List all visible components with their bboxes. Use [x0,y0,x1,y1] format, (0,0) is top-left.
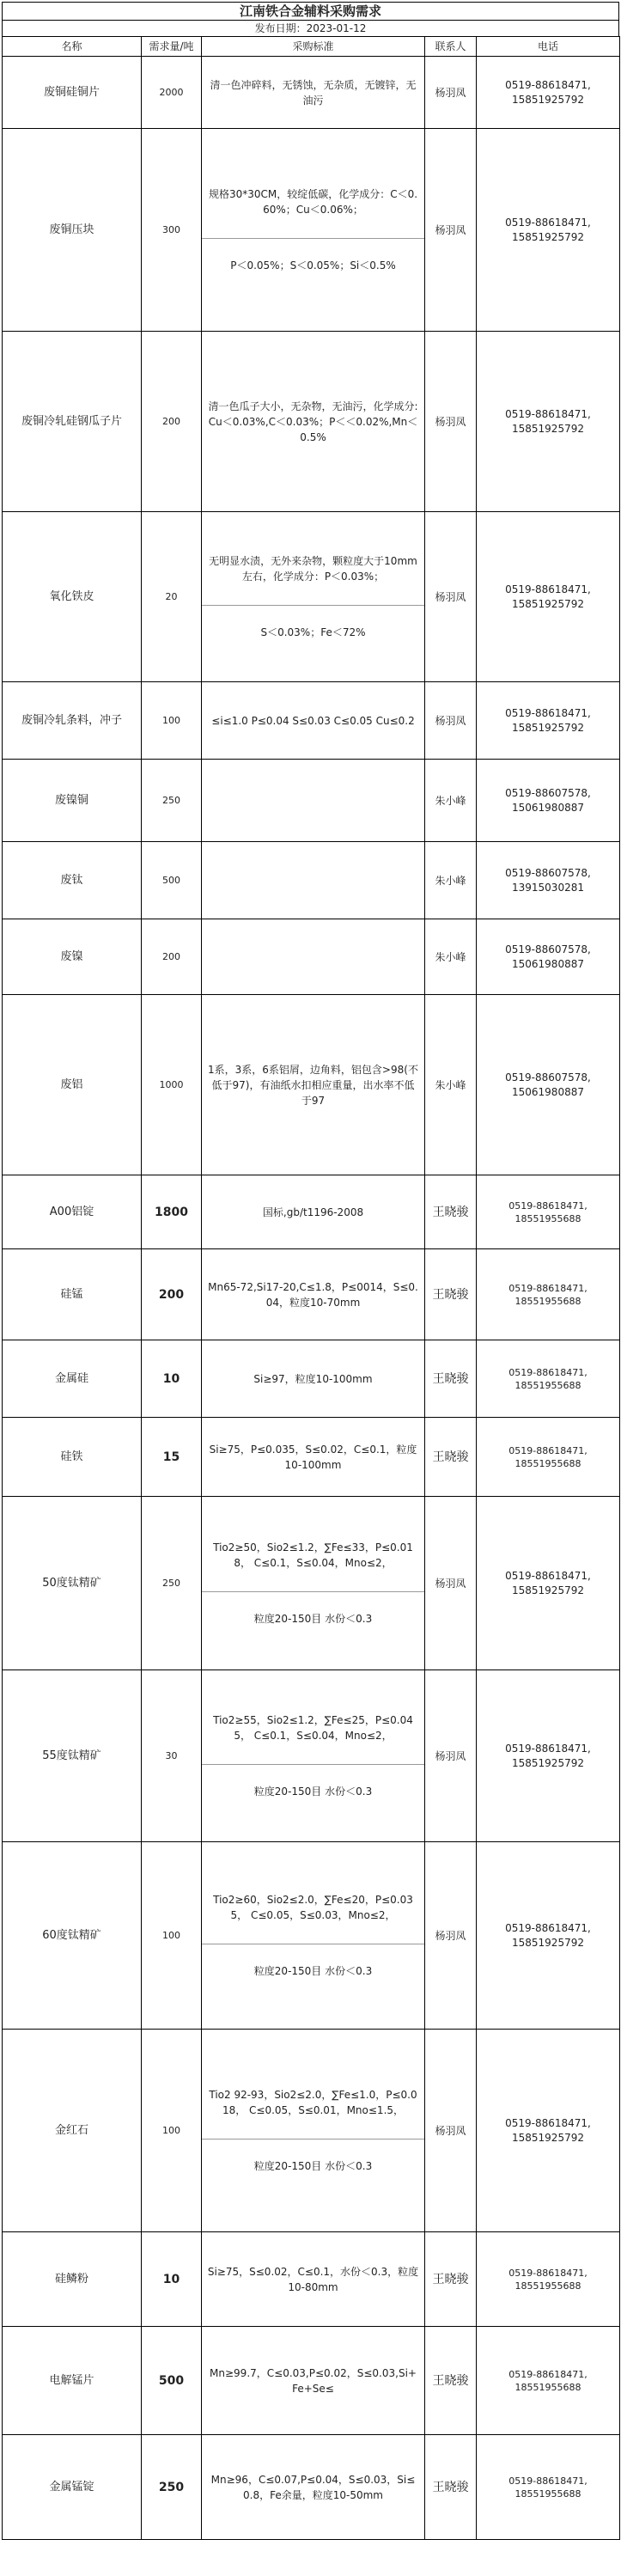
header-std: 采购标准 [202,37,425,57]
phone [477,332,620,512]
table-row [3,1497,620,1670]
standard-text: Si≥75，P≤0.035，S≤0.02，C≤0.1，粒度10-100mm [209,1443,417,1471]
material-name: 废钛 [3,842,142,919]
phone-line-1: 0519-88618471, [505,216,591,229]
contact-person: 杨羽凤 [425,1497,477,1670]
table-row [3,57,620,129]
phone-line-2: 18551955688 [514,2381,581,2393]
phone [477,760,620,842]
quantity: 200 [142,919,202,995]
contact-person: 朱小峰 [425,995,477,1175]
standard-text: Mn≥99.7，C≤0.03,P≤0.02，S≤0.03,Si+Fe+Se≤ [210,2366,417,2395]
quantity: 10 [142,1340,202,1418]
standard-subtext: S＜0.03%；Fe＜72% [202,605,424,640]
standard [202,2435,425,2540]
material-name: 硅鳞粉 [3,2232,142,2327]
quantity: 1800 [142,1175,202,1249]
phone-line-2: 15851925792 [512,93,584,106]
material-name: 废铜压块 [3,129,142,332]
phone-line-2: 15061980887 [512,1085,584,1098]
phone-line-1: 0519-88618471, [508,1366,588,1378]
phone-line-2: 15061980887 [512,957,584,970]
spreadsheet [2,2,619,2573]
standard [202,1497,425,1670]
standard-text: Tio2≥55，Sio2≤1.2，∑Fe≤25，P≤0.045， C≤0.1，S≤0.04，Mno≤2， [213,1714,413,1742]
quantity: 100 [142,682,202,760]
standard [202,1418,425,1497]
contact-person: 朱小峰 [425,760,477,842]
material-name: 废铜冷轧硅钢瓜子片 [3,332,142,512]
phone [477,1670,620,1842]
material-name: 硅锰 [3,1249,142,1340]
contact-person: 杨羽凤 [425,2030,477,2232]
phone [477,512,620,682]
table-row [3,760,620,842]
quantity: 200 [142,1249,202,1340]
standard [202,1842,425,2030]
phone-line-2: 18551955688 [514,1295,581,1307]
table-row [3,2327,620,2435]
material-name: 金属硅 [3,1340,142,1418]
table-row [3,842,620,919]
quantity: 10 [142,2232,202,2327]
contact-person: 杨羽凤 [425,129,477,332]
phone [477,2030,620,2232]
standard-text: Si≥75，S≤0.02，C≤0.1，水份＜0.3，粒度10-80mm [207,2265,419,2293]
phone-line-1: 0519-88618471, [505,407,591,420]
phone-line-2: 15061980887 [512,801,584,814]
phone-line-2: 18551955688 [514,2280,581,2292]
phone [477,57,620,129]
standard [202,1175,425,1249]
contact-person: 王晓骏 [425,1340,477,1418]
table-row [3,332,620,512]
standard-text: Si≥97，粒度10-100mm [253,1372,373,1385]
standard [202,1340,425,1418]
phone [477,1497,620,1670]
contact-person: 王晓骏 [425,2232,477,2327]
contact-person: 王晓骏 [425,1249,477,1340]
table-row [3,1175,620,1249]
material-name: 金属锰锭 [3,2435,142,2540]
material-name: 废铜硅铜片 [3,57,142,129]
table-row [3,1670,620,1842]
phone-line-2: 15851925792 [512,721,584,734]
standard-text: 清一色冲碎料，无锈蚀，无杂质，无镀锌，无油污 [210,78,417,107]
material-name: 废铜冷轧条料，冲子 [3,682,142,760]
phone-line-1: 0519-88618471, [505,583,591,595]
standard-text: 国标,gb/t1196-2008 [262,1206,364,1218]
quantity: 20 [142,512,202,682]
header-phone: 电话 [477,37,620,57]
material-name: 废镍 [3,919,142,995]
phone [477,919,620,995]
phone [477,2232,620,2327]
contact-person: 王晓骏 [425,2435,477,2540]
contact-person: 王晓骏 [425,1175,477,1249]
table-row [3,512,620,682]
contact-person: 杨羽凤 [425,332,477,512]
phone-line-2: 15851925792 [512,1584,584,1596]
contact-person: 王晓骏 [425,2327,477,2435]
demand-table [2,36,620,2540]
standard-text: Tio2≥60，Sio2≤2.0，∑Fe≤20，P≤0.035， C≤0.05，S≤0.03，Mno≤2， [213,1894,413,1921]
quantity: 500 [142,842,202,919]
phone [477,842,620,919]
standard-subtext: 粒度20-150目 水份＜0.3 [202,1944,424,1979]
material-name: 55度钛精矿 [3,1670,142,1842]
quantity: 200 [142,332,202,512]
phone-line-1: 0519-88618471, [505,706,591,719]
quantity: 250 [142,2435,202,2540]
quantity: 250 [142,760,202,842]
table-row [3,1249,620,1340]
material-name: 50度钛精矿 [3,1497,142,1670]
standard [202,919,425,995]
table-row [3,1418,620,1497]
standard [202,995,425,1175]
standard [202,512,425,682]
standard-subtext: 粒度20-150目 水份＜0.3 [202,2139,424,2174]
standard [202,2232,425,2327]
standard-text: Tio2≥50，Sio2≤1.2，∑Fe≤33，P≤0.018， C≤0.1，S≤0.04，Mno≤2， [213,1541,413,1569]
phone-line-2: 15851925792 [512,2131,584,2144]
phone [477,2327,620,2435]
phone-line-1: 0519-88607578, [505,786,591,799]
quantity: 15 [142,1418,202,1497]
phone [477,1175,620,1249]
material-name: 电解锰片 [3,2327,142,2435]
phone-line-1: 0519-88618471, [508,1282,588,1294]
phone [477,129,620,332]
phone-line-2: 15851925792 [512,1756,584,1769]
phone-line-1: 0519-88618471, [505,78,591,91]
standard [202,2327,425,2435]
quantity: 300 [142,129,202,332]
phone-line-2: 15851925792 [512,597,584,610]
phone-line-1: 0519-88618471, [505,2116,591,2129]
quantity: 1000 [142,995,202,1175]
standard-text: 无明显水渍，无外来杂物，颗粒度大于10mm左右，化学成分：P＜0.03%； [209,555,417,583]
table-row [3,1340,620,1418]
table-row [3,129,620,332]
material-name: A00铝锭 [3,1175,142,1249]
phone-line-1: 0519-88618471, [508,2475,588,2487]
standard [202,1249,425,1340]
phone-line-1: 0519-88618471, [508,1199,588,1212]
phone [477,995,620,1175]
quantity: 30 [142,1670,202,1842]
phone [477,1249,620,1340]
header-qty: 需求量/吨 [142,37,202,57]
phone-line-2: 15851925792 [512,230,584,243]
phone-line-2: 18551955688 [514,1457,581,1469]
standard-subtext: P＜0.05%；S＜0.05%；Si＜0.5% [202,238,424,273]
standard-text: 1系，3系，6系铝屑，边角料，铝包含>98(不低于97)，有油纸水扣相应重量，出水率不低于97 [208,1063,418,1107]
standard [202,842,425,919]
contact-person: 朱小峰 [425,842,477,919]
standard [202,760,425,842]
phone-line-1: 0519-88618471, [508,2368,588,2380]
phone [477,1418,620,1497]
phone-line-2: 15851925792 [512,422,584,435]
standard [202,332,425,512]
material-name: 硅铁 [3,1418,142,1497]
phone-line-2: 18551955688 [514,2487,581,2500]
table-row [3,2030,620,2232]
table-row [3,995,620,1175]
phone [477,1842,620,2030]
table-row [3,919,620,995]
quantity: 100 [142,2030,202,2232]
standard [202,1670,425,1842]
phone-line-1: 0519-88607578, [505,1071,591,1084]
contact-person: 杨羽凤 [425,1670,477,1842]
standard [202,129,425,332]
header-name: 名称 [3,37,142,57]
material-name: 金红石 [3,2030,142,2232]
phone-line-2: 13915030281 [512,881,584,894]
table-row [3,682,620,760]
standard-text: Mn≥96，C≤0.07,P≤0.04，S≤0.03，Si≤0.8，Fe余量，粒度10-50mm [210,2473,416,2501]
table-row [3,2232,620,2327]
contact-person: 杨羽凤 [425,682,477,760]
quantity: 500 [142,2327,202,2435]
standard [202,2030,425,2232]
contact-person: 杨羽凤 [425,57,477,129]
table-row [3,2435,620,2540]
publish-date: 发布日期：2023-01-12 [2,21,619,36]
phone-line-2: 18551955688 [514,1379,581,1391]
phone-line-1: 0519-88607578, [505,866,591,879]
quantity: 2000 [142,57,202,129]
material-name: 废镍铜 [3,760,142,842]
quantity: 100 [142,1842,202,2030]
material-name: 氧化铁皮 [3,512,142,682]
standard-text: 清一色瓜子大小，无杂物，无油污，化学成分:Cu＜0.03%,C＜0.03%；P＜＜0.02%,Mn＜0.5% [208,400,418,443]
phone-line-2: 15851925792 [512,1936,584,1949]
standard-text: Tio2 92-93，Sio2≤2.0，∑Fe≤1.0，P≤0.018， C≤0.05，S≤0.01，Mno≤1.5， [209,2089,417,2116]
standard [202,682,425,760]
phone-line-1: 0519-88618471, [505,1742,591,1755]
material-name: 废铝 [3,995,142,1175]
quantity: 250 [142,1497,202,1670]
header-row [3,37,620,57]
table-row [3,1842,620,2030]
standard-subtext: 粒度20-150目 水份＜0.3 [202,1764,424,1799]
contact-person: 朱小峰 [425,919,477,995]
sheet-title: 江南铁合金辅料采购需求 [2,2,619,21]
contact-person: 王晓骏 [425,1418,477,1497]
phone [477,1340,620,1418]
standard-subtext: 粒度20-150目 水份＜0.3 [202,1591,424,1627]
material-name: 60度钛精矿 [3,1842,142,2030]
phone-line-1: 0519-88618471, [505,1569,591,1582]
standard-text: 规格30*30CM，较绽低碳，化学成分：C＜0.60%；Cu＜0.06%； [208,188,418,216]
phone [477,2435,620,2540]
phone-line-1: 0519-88607578, [505,943,591,955]
standard-text: Mn65-72,Si17-20,C≤1.8，P≤0014，S≤0.04，粒度10-70mm [208,1280,418,1309]
phone-line-1: 0519-88618471, [505,1921,591,1934]
header-contact: 联系人 [425,37,477,57]
phone-line-1: 0519-88618471, [508,1444,588,1456]
phone-line-1: 0519-88618471, [508,2267,588,2279]
contact-person: 杨羽凤 [425,1842,477,2030]
standard [202,57,425,129]
standard-text: ≤i≤1.0 P≤0.04 S≤0.03 C≤0.05 Cu≤0.2 [211,714,415,727]
phone-line-2: 18551955688 [514,1212,581,1224]
phone [477,682,620,760]
contact-person: 杨羽凤 [425,512,477,682]
